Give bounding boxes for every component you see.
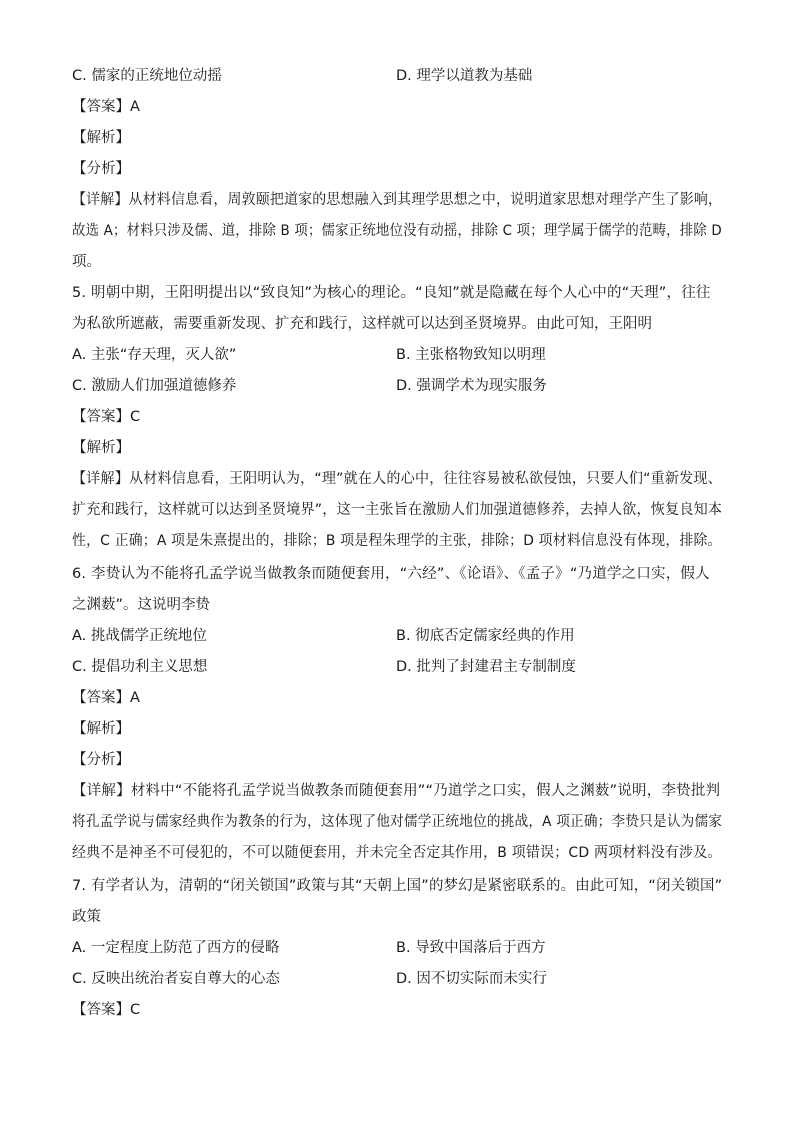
q5-stem-line: 为私欲所遮蔽，需要重新发现、扩充和践行，这样就可以达到圣贤境界。由此可知，王阳明 bbox=[72, 316, 652, 332]
q6-detail-line: 经典不是神圣不可侵犯的，不可以随便套用，并未完全否定其作用，B 项错误；CD 两项材料没有涉及。 bbox=[72, 845, 722, 861]
q6-fenxi-heading: 【分析】 bbox=[72, 752, 130, 768]
q7-option-c: C. 反映出统治者妄自尊大的心态 bbox=[72, 971, 280, 987]
q4-answer bbox=[72, 97, 140, 117]
q7-stem-line: 7. 有学者认为，清朝的“闭关锁国”政策与其“天朝上国”的梦幻是紧密联系的。由此可知，“闭关锁国” bbox=[72, 878, 723, 894]
q6-stem-line: 之渊薮”。这说明李贽 bbox=[72, 597, 211, 613]
q5-detail-line: 扩充和践行，这样就可以达到圣贤境界”，这一主张旨在激励人们加强道德修养，去掉人欲，恢复良知本 bbox=[72, 502, 723, 518]
q6-option-d: D. 批判了封建君主专制制度 bbox=[396, 659, 576, 675]
q5-jiexi-heading: 【解析】 bbox=[72, 440, 130, 456]
answer-tag: 【答案】 bbox=[72, 409, 130, 425]
q5-detail-line: 【详解】从材料信息看，王阳明认为，“理”就在人的心中，往往容易被私欲侵蚀，只要人们“重新发现、 bbox=[72, 471, 722, 487]
q5-option-b: B. 主张格物致知以明理 bbox=[396, 347, 546, 363]
q4-detail-line: 项。 bbox=[72, 254, 101, 270]
q5-option-a: A. 主张“存天理，灭人欲” bbox=[72, 347, 237, 363]
q4-detail-line: 故选 A；材料只涉及儒、道，排除 B 项；儒家正统地位没有动摇，排除 C 项；理学属于儒学的范畴，排除 D bbox=[72, 223, 722, 239]
q4-option-c: C. 儒家的正统地位动摇 bbox=[72, 68, 222, 84]
answer-value: A bbox=[130, 690, 140, 706]
q5-option-c: C. 激励人们加强道德修养 bbox=[72, 378, 237, 394]
answer-value: A bbox=[130, 99, 140, 115]
q6-jiexi-heading: 【解析】 bbox=[72, 721, 130, 737]
answer-tag: 【答案】 bbox=[72, 690, 130, 706]
q7-option-b: B. 导致中国落后于西方 bbox=[396, 940, 546, 956]
q7-answer bbox=[72, 1000, 140, 1020]
q6-stem-line: 6. 李贽认为不能将孔孟学说当做教条而随便套用，“六经”、《论语》、《孟子》“乃道学之口实，假人 bbox=[72, 566, 710, 582]
q6-answer bbox=[72, 688, 140, 708]
q7-option-d: D. 因不切实际而未实行 bbox=[396, 971, 547, 987]
q6-option-b: B. 彻底否定儒家经典的作用 bbox=[396, 628, 575, 644]
q4-detail-line: 【详解】从材料信息看，周敦颐把道家的思想融入到其理学思想之中，说明道家思想对理学产生了影响， bbox=[72, 192, 723, 208]
q5-detail-line: 性，C 正确；A 项是朱熹提出的，排除；B 项是程朱理学的主张，排除；D 项材料信息没有体现，排除。 bbox=[72, 533, 722, 549]
q5-option-d: D. 强调学术为现实服务 bbox=[396, 378, 547, 394]
q7-option-a: A. 一定程度上防范了西方的侵略 bbox=[72, 940, 280, 956]
answer-tag: 【答案】 bbox=[72, 99, 130, 115]
answer-value: C bbox=[130, 409, 141, 425]
answer-value: C bbox=[130, 1002, 141, 1018]
q6-option-a: A. 挑战儒学正统地位 bbox=[72, 628, 207, 644]
q4-option-d: D. 理学以道教为基础 bbox=[396, 68, 533, 84]
q6-option-c: C. 提倡功利主义思想 bbox=[72, 659, 208, 675]
q6-detail-line: 【详解】材料中“不能将孔孟学说当做教条而随便套用”“乃道学之口实，假人之渊薮”说明，李贽批判 bbox=[72, 783, 721, 799]
q7-stem-line: 政策 bbox=[72, 909, 101, 925]
q6-detail-line: 将孔孟学说与儒家经典作为教条的行为，这体现了他对儒学正统地位的挑战，A 项正确；李贽只是认为儒家 bbox=[72, 814, 723, 830]
q5-stem-line: 5. 明朝中期，王阳明提出以“致良知”为核心的理论。“良知”就是隐藏在每个人心中的“天理”，往往 bbox=[72, 285, 711, 301]
answer-tag: 【答案】 bbox=[72, 1002, 130, 1018]
q4-jiexi-heading: 【解析】 bbox=[72, 130, 130, 146]
q4-fenxi-heading: 【分析】 bbox=[72, 161, 130, 177]
q5-answer bbox=[72, 407, 140, 427]
